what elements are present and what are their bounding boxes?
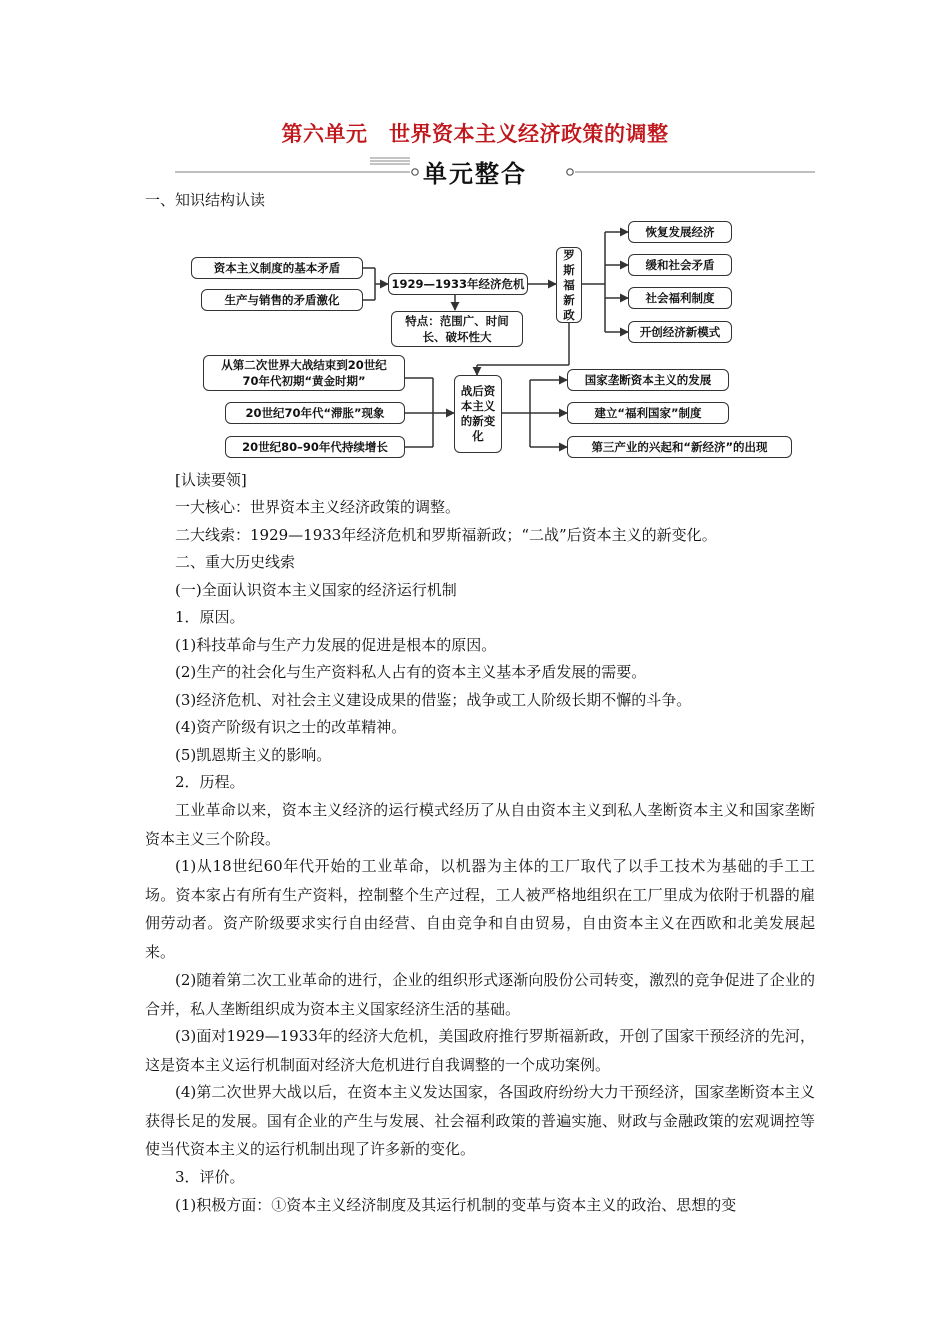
process-stage-4: (4)第二次世界大战以后，在资本主义发达国家，各国政府纷纷大力干预经济，国家垄断资本主义获得长足的发展。国有企业的产生与发展、社会福利政策的普遍实施、财政与金融政策的宏观调控等使当代资本主义的运行机制出现了许多新的变化。 [145, 1083, 815, 1158]
new-deal-effect-1: 恢复发展经济 [628, 221, 732, 243]
new-deal-effect-3: 社会福利制度 [628, 287, 732, 309]
process-title: 2．历程。 [175, 773, 245, 791]
process-stage-3: (3)面对1929—1933年的经济大危机，美国政府推行罗斯福新政，开创了国家干预经济的先河，这是资本主义运行机制面对经济大危机进行自我调整的一个成功案例。 [145, 1027, 815, 1074]
knowledge-structure-diagram [185, 215, 800, 465]
reason-1: (1)科技革命与生产力发展的促进是根本的原因。 [175, 636, 497, 654]
page-title: 第六单元 世界资本主义经济政策的调整 [281, 122, 669, 146]
reading-core: 一大核心：世界资本主义经济政策的调整。 [175, 498, 461, 516]
reason-3: (3)经济危机、对社会主义建设成果的借鉴；战争或工人阶级长期不懈的斗争。 [175, 691, 692, 709]
postwar-stage-3: 20世纪80–90年代持续增长 [225, 436, 405, 458]
process-intro: 工业革命以来，资本主义经济的运行模式经历了从自由资本主义到私人垄断资本主义和国家垄断资本主义三个阶段。 [145, 801, 815, 848]
evaluation-positive: (1)积极方面：①资本主义经济制度及其运行机制的变革与资本主义的政治、思想的变 [175, 1196, 737, 1214]
process-stage-1: (1)从18世纪60年代开始的工业革命，以机器为主体的工厂取代了以手工技术为基础的手工工场。资本家占有所有生产资料，控制整个生产过程，工人被严格地组织在工厂里成为依附于机器的雇佣劳动者。资产阶级要求实行自由经营、自由竞争和自由贸易，自由资本主义在西欧和北美发展起来。 [145, 857, 815, 961]
reason-2: (2)生产的社会化与生产资料私人占有的资本主义基本矛盾发展的需要。 [175, 663, 647, 681]
reason-5: (5)凯恩斯主义的影响。 [175, 746, 332, 764]
features-box: 特点：范围广、时间长、破坏性大 [391, 311, 523, 347]
postwar-feature-2: 建立“福利国家”制度 [567, 402, 729, 424]
section-heading-clues: 二、重大历史线索 [175, 553, 296, 571]
crisis-box: 1929—1933年经济危机 [388, 273, 528, 295]
postwar-stage-1: 从第二次世界大战结束到20世纪70年代初期“黄金时期” [203, 355, 405, 391]
postwar-stage-2: 20世纪70年代“滞胀”现象 [225, 402, 405, 424]
evaluation-title: 3．评价。 [175, 1168, 245, 1186]
cause-box-2: 生产与销售的矛盾激化 [201, 289, 363, 311]
banner-title: 单元整合 [423, 160, 527, 188]
postwar-box: 战后资本主义的新变化 [454, 375, 502, 453]
subsection-heading: (一)全面认识资本主义国家的经济运行机制 [175, 581, 457, 599]
new-deal-effect-2: 缓和社会矛盾 [628, 254, 732, 276]
postwar-feature-1: 国家垄断资本主义的发展 [567, 369, 729, 391]
reason-4: (4)资产阶级有识之士的改革精神。 [175, 718, 407, 736]
process-stage-2: (2)随着第二次工业革命的进行，企业的组织形式逐渐向股份公司转变，激烈的竞争促进了企业的合并，私人垄断组织成为资本主义国家经济生活的基础。 [145, 971, 815, 1018]
section-heading-knowledge: 一、知识结构认读 [145, 191, 266, 209]
reasons-title: 1．原因。 [175, 608, 245, 626]
new-deal-box: 罗斯福新政 [556, 247, 582, 323]
postwar-feature-3: 第三产业的兴起和“新经济”的出现 [567, 436, 792, 458]
reading-clues: 二大线索：1929—1933年经济危机和罗斯福新政；“二战”后资本主义的新变化。 [175, 526, 717, 544]
reading-label: [认读要领] [175, 471, 247, 489]
cause-box-1: 资本主义制度的基本矛盾 [191, 257, 363, 279]
new-deal-effect-4: 开创经济新模式 [628, 321, 732, 343]
